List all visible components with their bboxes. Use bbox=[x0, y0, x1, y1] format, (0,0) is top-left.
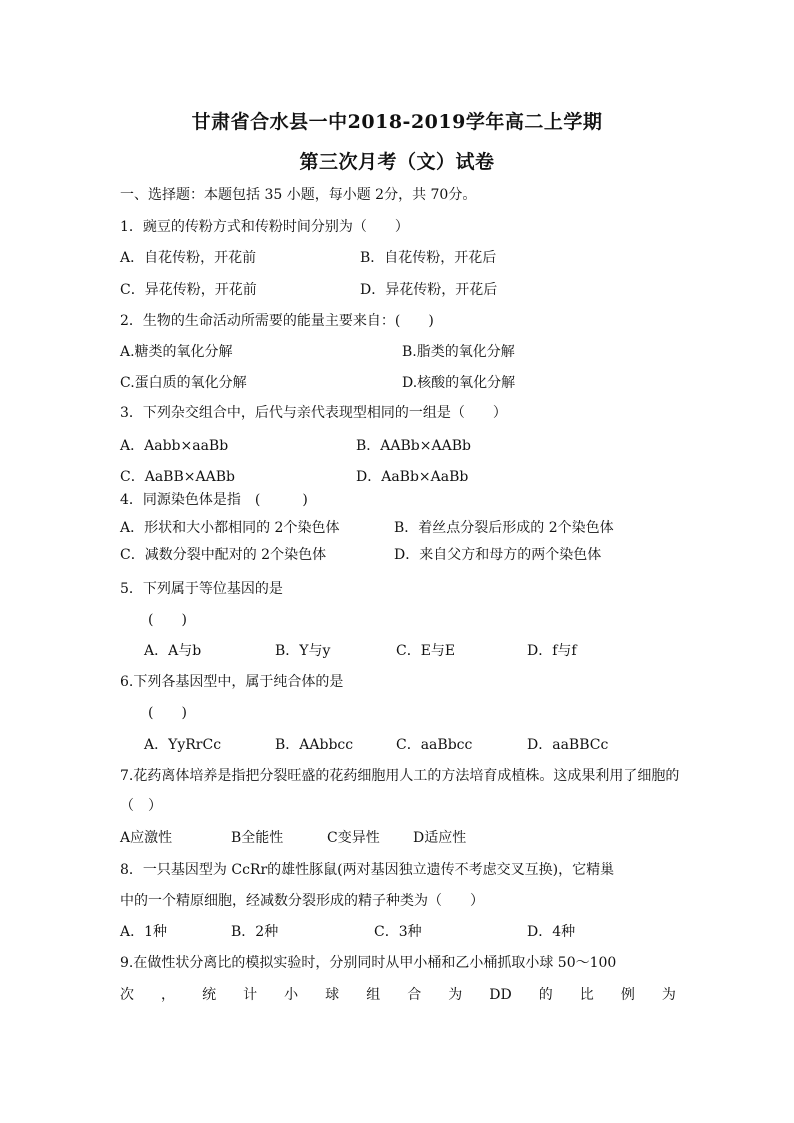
q9-word: 为 bbox=[661, 987, 676, 1003]
question-5-stem: 5．下列属于等位基因的是 bbox=[120, 581, 283, 597]
question-1-option-a: A．自花传粉，开花前 bbox=[120, 250, 257, 266]
question-8-option-a: A．1种 bbox=[120, 924, 168, 940]
q9-word: 为 bbox=[448, 987, 463, 1003]
question-7-paren: （ ） bbox=[120, 798, 162, 814]
question-1-option-c: C．异花传粉，开花前 bbox=[120, 282, 257, 298]
q9-word: 统 bbox=[202, 987, 217, 1003]
exam-title-line1: 甘肃省合水县一中2018-2019学年高二上学期 bbox=[191, 111, 603, 133]
exam-title-line2: 第三次月考（文）试卷 bbox=[299, 151, 495, 173]
question-1-option-d: D．异花传粉，开花后 bbox=[360, 282, 498, 298]
question-2-option-d: D.核酸的氧化分解 bbox=[402, 375, 516, 391]
question-9-stem-line2 bbox=[120, 986, 676, 1004]
question-5-option-b: B．Y与y bbox=[275, 643, 331, 659]
q9-word: 比 bbox=[579, 987, 594, 1003]
question-7-stem: 7.花药离体培养是指把分裂旺盛的花药细胞用人工的方法培育成植株。这成果利用了细胞的 bbox=[120, 768, 680, 784]
question-3-option-b: B．AABb×AABb bbox=[356, 438, 471, 454]
q9-word: DD bbox=[489, 987, 512, 1003]
q9-word: 计 bbox=[243, 987, 258, 1003]
question-8-stem-line2: 中的一个精原细胞，经减数分裂形成的精子种类为（ ） bbox=[120, 893, 484, 909]
question-7-option-c: C变异性 bbox=[327, 830, 380, 846]
question-2-stem: 2．生物的生命活动所需要的能量主要来自：( ) bbox=[120, 313, 434, 329]
question-5-paren: ( ) bbox=[148, 612, 187, 628]
q9-word: ， bbox=[161, 987, 176, 1003]
question-7-option-d: D适应性 bbox=[413, 830, 467, 846]
q9-word: 例 bbox=[620, 987, 635, 1003]
q9-word: 的 bbox=[538, 987, 553, 1003]
question-4-option-a: A．形状和大小都相同的 2个染色体 bbox=[120, 520, 340, 536]
question-4-option-d: D．来自父方和母方的两个染色体 bbox=[394, 547, 602, 563]
question-3-stem: 3．下列杂交组合中，后代与亲代表现型相同的一组是（ ） bbox=[120, 405, 507, 421]
question-3-option-c: C．AaBB×AABb bbox=[120, 469, 235, 485]
q9-word: 小 bbox=[284, 987, 299, 1003]
question-2-option-a: A.糖类的氧化分解 bbox=[120, 344, 233, 360]
question-8-option-d: D．4种 bbox=[527, 924, 576, 940]
question-1-stem: 1．豌豆的传粉方式和传粉时间分别为（ ） bbox=[120, 219, 409, 235]
question-6-option-c: C．aaBbcc bbox=[396, 737, 473, 753]
question-5-option-c: C．E与E bbox=[396, 643, 456, 659]
question-8-stem-line1: 8．一只基因型为 CcRr的雄性豚鼠(两对基因独立遗传不考虑交叉互换)，它精巢 bbox=[120, 862, 615, 878]
question-5-option-a: A．A与b bbox=[144, 643, 202, 659]
question-8-option-c: C．3种 bbox=[374, 924, 422, 940]
question-2-option-b: B.脂类的氧化分解 bbox=[402, 344, 515, 360]
q9-word: 次 bbox=[120, 987, 134, 1003]
question-5-option-d: D．f与f bbox=[527, 643, 577, 659]
q9-word: 组 bbox=[366, 987, 381, 1003]
question-7-option-a: A应激性 bbox=[120, 830, 173, 846]
q9-word: 球 bbox=[325, 987, 340, 1003]
question-8-option-b: B．2种 bbox=[231, 924, 279, 940]
q9-word: 合 bbox=[407, 987, 422, 1003]
question-4-option-b: B．着丝点分裂后形成的 2个染色体 bbox=[394, 520, 614, 536]
question-6-paren: ( ) bbox=[148, 705, 187, 721]
question-6-option-d: D．aaBBCc bbox=[527, 737, 609, 753]
question-1-option-b: B．自花传粉，开花后 bbox=[360, 250, 497, 266]
question-2-option-c: C.蛋白质的氧化分解 bbox=[120, 375, 247, 391]
section-heading: 一、选择题：本题包括 35 小题，每小题 2分，共 70分。 bbox=[120, 187, 477, 203]
question-3-option-d: D．AaBb×AaBb bbox=[356, 469, 469, 485]
question-6-option-b: B．AAbbcc bbox=[275, 737, 354, 753]
question-6-stem: 6.下列各基因型中，属于纯合体的是 bbox=[120, 674, 344, 690]
question-4-stem: 4．同源染色体是指 ( ) bbox=[120, 492, 308, 508]
question-9-stem-line1: 9.在做性状分离比的模拟实验时，分别同时从甲小桶和乙小桶抓取小球 50～100 bbox=[120, 955, 617, 971]
question-4-option-c: C．减数分裂中配对的 2个染色体 bbox=[120, 547, 327, 563]
question-7-option-b: B全能性 bbox=[231, 830, 284, 846]
question-6-option-a: A．YyRrCc bbox=[144, 737, 222, 753]
question-3-option-a: A．Aabb×aaBb bbox=[120, 438, 229, 454]
